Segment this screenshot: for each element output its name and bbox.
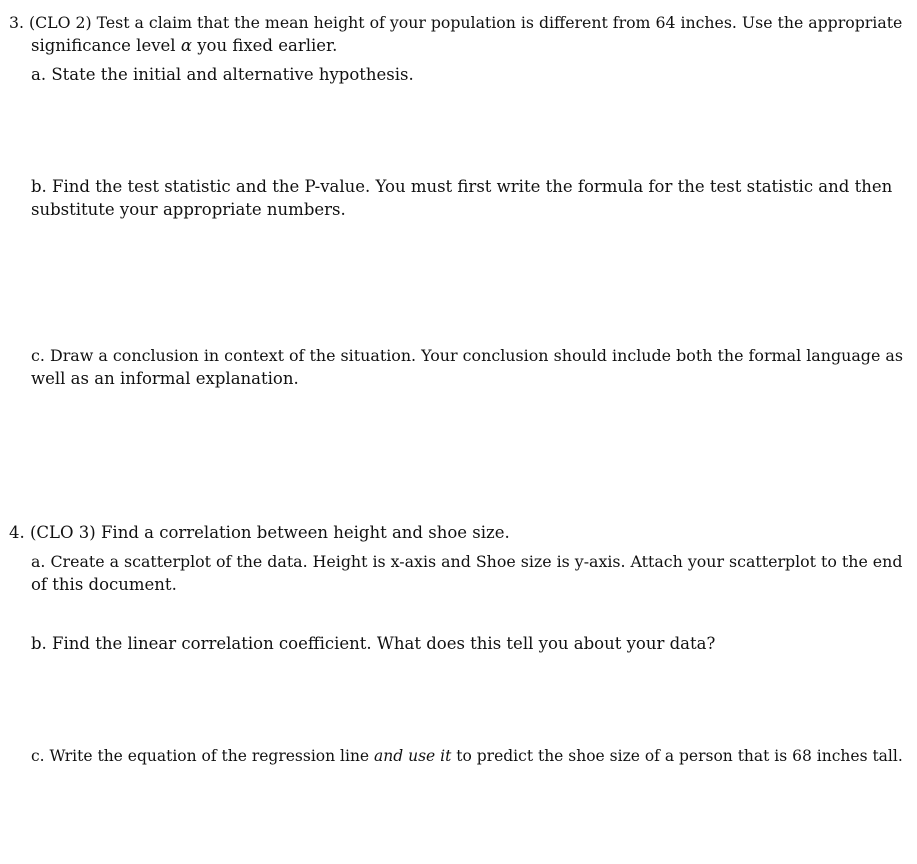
question-3-number: 3. bbox=[9, 13, 24, 32]
question-4-part-c bbox=[31, 745, 903, 767]
question-4-part-a-line-2: of this document. bbox=[31, 575, 177, 594]
question-3-part-b-line-2: substitute your appropriate numbers. bbox=[31, 200, 346, 219]
question-4-number: 4. bbox=[9, 523, 25, 542]
question-3-part-c-line-1: c. Draw a conclusion in context of the situation. Your conclusion should include both the formal language as bbox=[31, 346, 904, 365]
question-4-part-c-pre: c. Write the equation of the regression line bbox=[31, 747, 370, 765]
question-3-part-b-line-1: b. Find the test statistic and the P-value. You must first write the formula for the test statistic and then bbox=[31, 177, 893, 196]
question-4-title: (CLO 3) Find a correlation between height and shoe size. bbox=[30, 523, 510, 542]
question-4-part-a-line-1: a. Create a scatterplot of the data. Height is x-axis and Shoe size is y-axis. Attach your scatterplot to the end bbox=[31, 552, 903, 571]
question-3-line-2-pre: significance level bbox=[31, 36, 176, 55]
question-3-line-2 bbox=[31, 35, 337, 57]
question-3-line-2-post: you fixed earlier. bbox=[197, 36, 338, 55]
question-3-part-c-line-2: well as an informal explanation. bbox=[31, 369, 299, 388]
question-3-line-1 bbox=[9, 12, 903, 34]
question-4-line-1 bbox=[9, 522, 510, 544]
question-4-part-c-italic: and use it bbox=[374, 747, 452, 765]
alpha-symbol: α bbox=[180, 36, 192, 55]
question-4-part-b: b. Find the linear correlation coefficient. What does this tell you about your data? bbox=[31, 634, 716, 653]
question-3-text: (CLO 2) Test a claim that the mean height of your population is different from 64 inches. Use the appropriate bbox=[29, 13, 903, 32]
question-3-part-a: a. State the initial and alternative hypothesis. bbox=[31, 65, 414, 84]
question-4-part-c-post: to predict the shoe size of a person that is 68 inches tall. bbox=[456, 747, 903, 765]
